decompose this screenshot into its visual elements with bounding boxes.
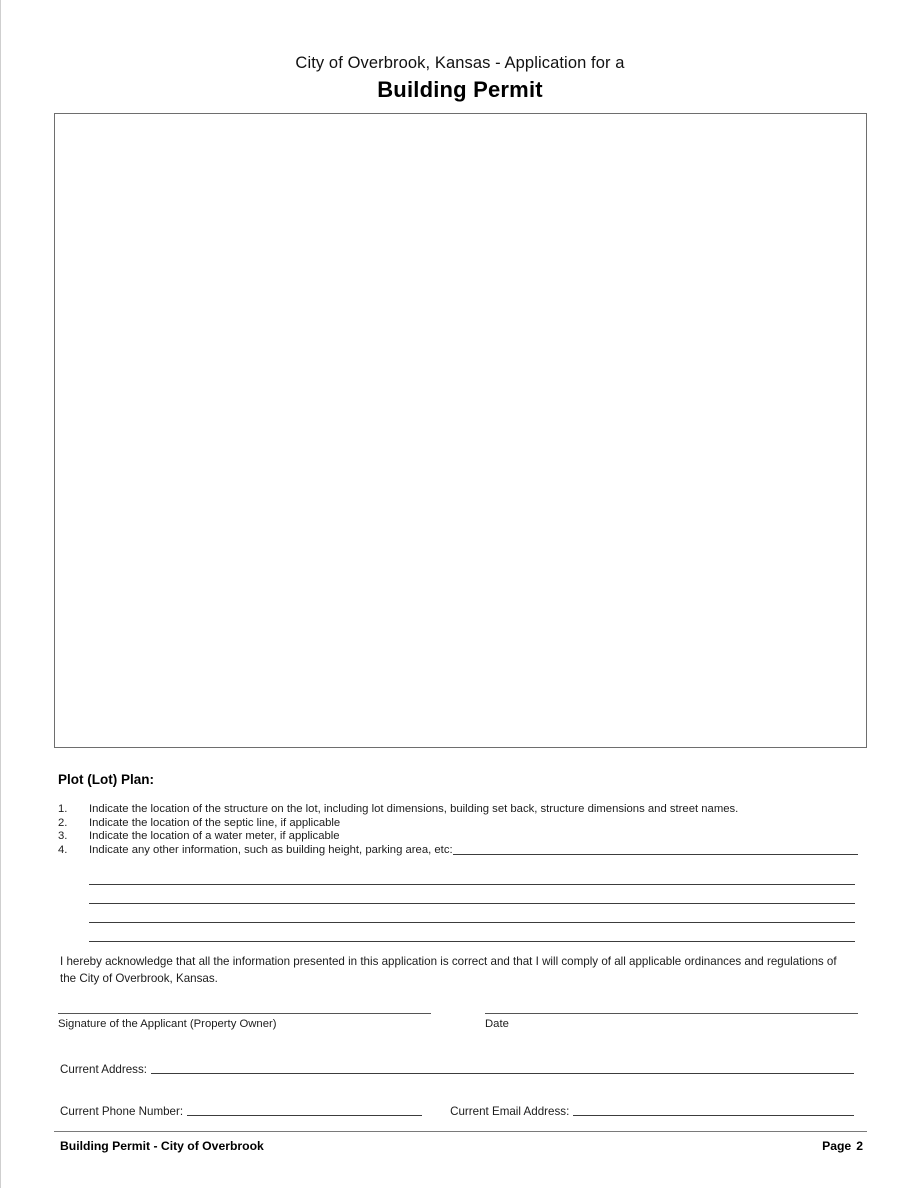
current-phone-input[interactable] [187,1115,422,1116]
page-label: Page [822,1139,852,1153]
write-in-line[interactable] [89,923,855,942]
date-caption: Date [485,1018,509,1030]
plot-plan-write-in-lines [89,866,855,942]
page-title: Building Permit [377,77,543,102]
instruction-number: 1. [58,803,68,815]
current-phone-label: Current Phone Number: [60,1105,184,1118]
instruction-text: Indicate the location of the septic line, if applicable [89,816,341,829]
plot-plan-instructions [58,803,858,857]
page-indicator [822,1139,863,1153]
instruction-item [58,830,858,844]
instruction-number: 3. [58,830,68,843]
instruction-text: Indicate any other information, such as building height, parking area, etc: [89,843,453,856]
other-information-input[interactable] [453,854,858,855]
header-subtitle: City of Overbrook, Kansas - Application for a [295,54,625,72]
current-address-input[interactable] [151,1073,854,1074]
current-address-label: Current Address: [60,1063,147,1076]
current-address-row [60,1063,854,1077]
document-footer [60,1139,863,1153]
write-in-line[interactable] [89,885,855,904]
footer-title: Building Permit - City of Overbrook [60,1139,264,1153]
signature-block [58,1013,858,1031]
signature-field[interactable] [58,1013,431,1031]
current-email-label: Current Email Address: [450,1105,570,1118]
footer-divider [54,1131,867,1132]
page-number: 2 [856,1139,863,1153]
date-field[interactable] [485,1013,858,1031]
document-header [1,52,918,104]
acknowledgement-paragraph: I hereby acknowledge that all the information presented in this application is correct and that I will comply of all applicable ordinances and regulations of the City of Overbrook, Kansas. [60,955,837,985]
instruction-item [58,817,858,831]
instruction-number: 2. [58,816,68,829]
write-in-line[interactable] [89,866,855,885]
current-email-input[interactable] [573,1115,854,1116]
plot-plan-drawing-area[interactable] [54,113,867,748]
instruction-item [58,844,858,858]
instruction-text: Indicate the location of the structure on the lot, including lot dimensions, building set back, structure dimensions and street names. [89,803,739,815]
signature-caption: Signature of the Applicant (Property Owner) [58,1018,277,1030]
instruction-number: 4. [58,843,68,856]
instruction-text: Indicate the location of a water meter, if applicable [89,830,340,843]
plot-plan-section-title: Plot (Lot) Plan: [58,772,154,787]
signature-row [58,1013,858,1031]
current-phone-email-row [60,1105,854,1119]
write-in-line[interactable] [89,904,855,923]
instruction-item [58,803,858,817]
